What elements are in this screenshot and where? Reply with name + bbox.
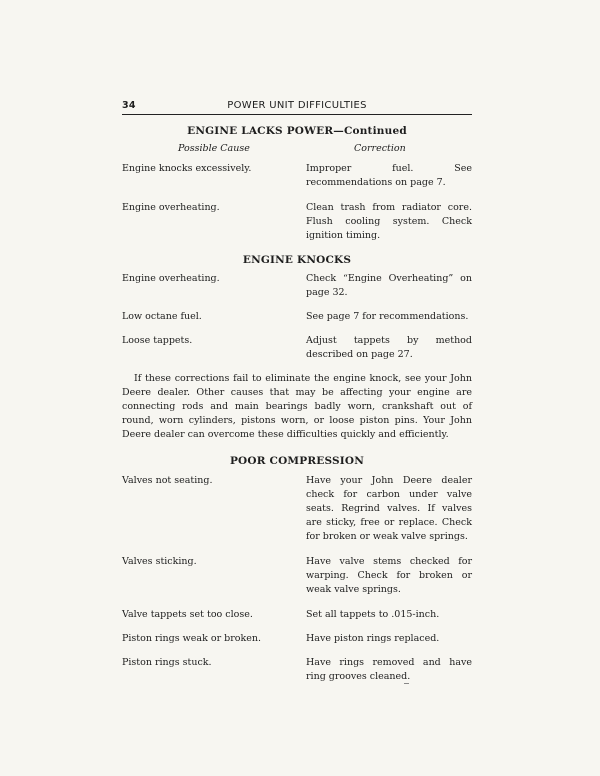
page-content	[122, 100, 472, 684]
running-head	[122, 100, 472, 115]
cause-text: Low octane fuel.	[122, 311, 202, 322]
table-row	[122, 162, 472, 190]
cause-text: Valve tappets set too close.	[122, 609, 253, 620]
cause-text: Engine overheating.	[122, 273, 220, 284]
cause-text: Piston rings stuck.	[122, 657, 212, 668]
running-title: POWER UNIT DIFFICULTIES	[227, 100, 367, 111]
correction-text: Have piston rings replaced.	[306, 633, 440, 644]
table-row	[122, 201, 472, 243]
engine-knock-paragraph: If these corrections fail to eliminate the engine knock, see your John Deere dealer. Other causes that may be affecting your engine are connecting rods and main bearings badly worn, crankshaft out of round, worn cylinders, pistons worn, or loose piston pins. Your John Deere dealer can overcome these difficulties quickly and efficiently.	[122, 373, 472, 440]
table-row	[122, 474, 472, 544]
correction-text: Adjust tappets by method described on page 27.	[306, 335, 472, 360]
page-number: 34	[122, 100, 136, 111]
cause-text: Valves not seating.	[122, 475, 213, 486]
correction-text: Have valve stems checked for warping. Check for broken or weak valve springs.	[306, 556, 472, 595]
column-header-cause: Possible Cause	[178, 143, 250, 154]
correction-text: Check “Engine Overheating” on page 32.	[306, 273, 472, 298]
correction-text: Have your John Deere dealer check for carbon under valve seats. Regrind valves. If valves are sticky, free or replace. Check for broken or weak valve springs.	[306, 475, 472, 542]
correction-text: Improper fuel. See recommendations on page 7.	[306, 163, 472, 188]
cause-text: Piston rings weak or broken.	[122, 633, 261, 644]
correction-text: Set all tappets to .015-inch.	[306, 609, 440, 620]
correction-text: See page 7 for recommendations.	[306, 311, 469, 322]
section-title-poor-compression: POOR COMPRESSION	[229, 455, 365, 467]
table-row	[122, 310, 472, 324]
table-row	[122, 272, 472, 300]
table-row	[122, 632, 472, 646]
correction-text: Have rings removed and have ring grooves cleaned.	[306, 657, 472, 682]
correction-text: Clean trash from radiator core. Flush cooling system. Check ignition timing.	[306, 202, 472, 241]
section-title-engine-lacks-power: ENGINE LACKS POWER—Continued	[187, 125, 407, 137]
table-row	[122, 555, 472, 597]
column-headers	[122, 141, 472, 157]
table-row	[122, 656, 472, 684]
cause-text: Engine knocks excessively.	[122, 163, 252, 174]
print-mark	[404, 683, 409, 684]
table-row	[122, 608, 472, 622]
column-header-correction: Correction	[354, 143, 406, 154]
cause-text: Engine overheating.	[122, 202, 220, 213]
section-title-engine-knocks: ENGINE KNOCKS	[242, 254, 352, 266]
cause-text: Loose tappets.	[122, 335, 193, 346]
table-row	[122, 334, 472, 362]
cause-text: Valves sticking.	[122, 556, 197, 567]
